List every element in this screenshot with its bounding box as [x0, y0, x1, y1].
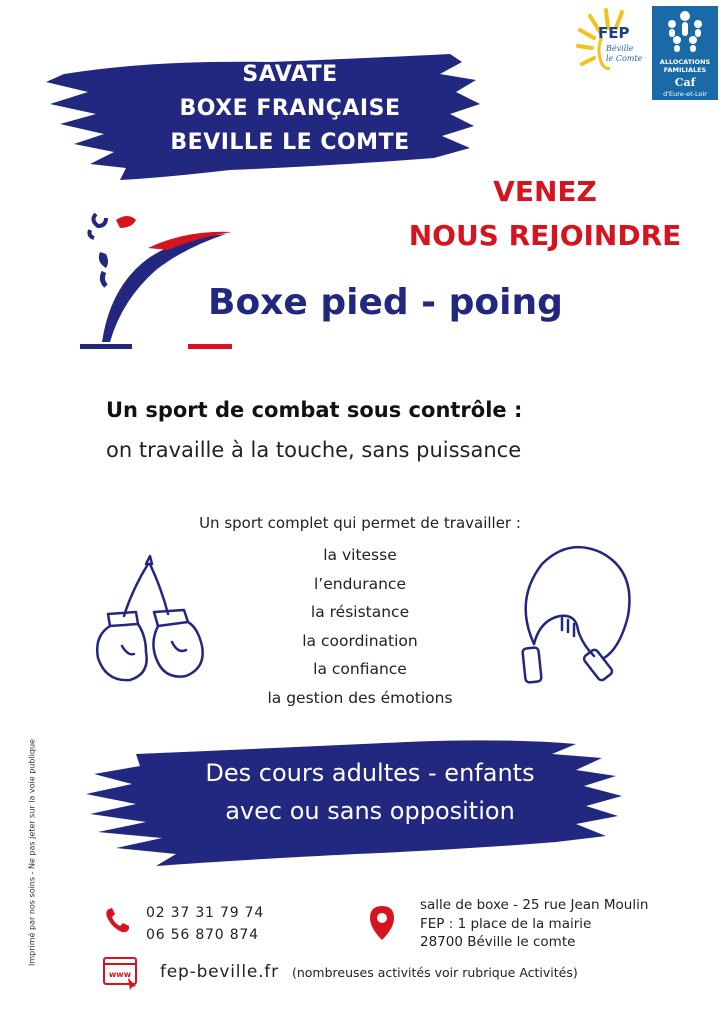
- caf-name: Caf: [674, 76, 696, 89]
- phone-number[interactable]: 06 56 870 874: [146, 927, 259, 943]
- www-browser-icon: [102, 956, 140, 990]
- caf-family-icon: [664, 10, 706, 54]
- list-item: la résistance: [310, 603, 410, 621]
- list-item: la vitesse: [323, 546, 397, 564]
- phone-numbers: [146, 902, 264, 946]
- website-link[interactable]: fep-beville.fr: [160, 962, 279, 982]
- caf-region: d'Eure-et-Loir: [663, 90, 707, 98]
- fep-sun-icon: [576, 6, 652, 78]
- website-note: (nombreuses activités voir rubrique Activités): [291, 965, 578, 980]
- intro-headline: Un sport de combat sous contrôle :: [106, 398, 523, 422]
- phone-number[interactable]: 02 37 31 79 74: [146, 905, 265, 921]
- club-title: SAVATE BOXE FRANÇAISE BEVILLE LE COMTE: [170, 62, 410, 155]
- benefits-intro: Un sport complet qui permet de travailler :: [199, 514, 521, 532]
- discipline-title: Boxe pied - poing: [208, 282, 563, 323]
- location-pin-icon: [368, 904, 396, 942]
- join-call-to-action: VENEZ NOUS REJOINDRE: [408, 175, 682, 252]
- boxing-gloves-icon: [92, 550, 216, 690]
- benefits-list: [210, 541, 510, 712]
- fep-subtitle: Béville le Comte: [606, 44, 643, 63]
- list-item: la coordination: [302, 631, 418, 650]
- phone-icon: [104, 906, 132, 934]
- www-label: www: [108, 970, 132, 979]
- list-item: la confiance: [313, 660, 407, 678]
- jump-rope-icon: [512, 540, 644, 690]
- address: salle de boxe - 25 rue Jean Moulin FEP : 1 place de la mairie 28700 Béville le comte: [420, 897, 649, 950]
- intro-subline: on travaille à la touche, sans puissance: [106, 438, 522, 462]
- list-item: l’endurance: [313, 574, 406, 593]
- caf-alloc: ALLOCATIONS FAMILIALES: [659, 58, 711, 74]
- courses-text: Des cours adultes - enfants avec ou sans opposition: [205, 759, 535, 825]
- print-notice: Imprimé par nos soins - Ne pas jeter sur la voie publique: [27, 739, 37, 966]
- fep-name: FEP: [598, 24, 630, 42]
- website-line: [160, 962, 578, 982]
- list-item: la gestion des émotions: [267, 688, 453, 707]
